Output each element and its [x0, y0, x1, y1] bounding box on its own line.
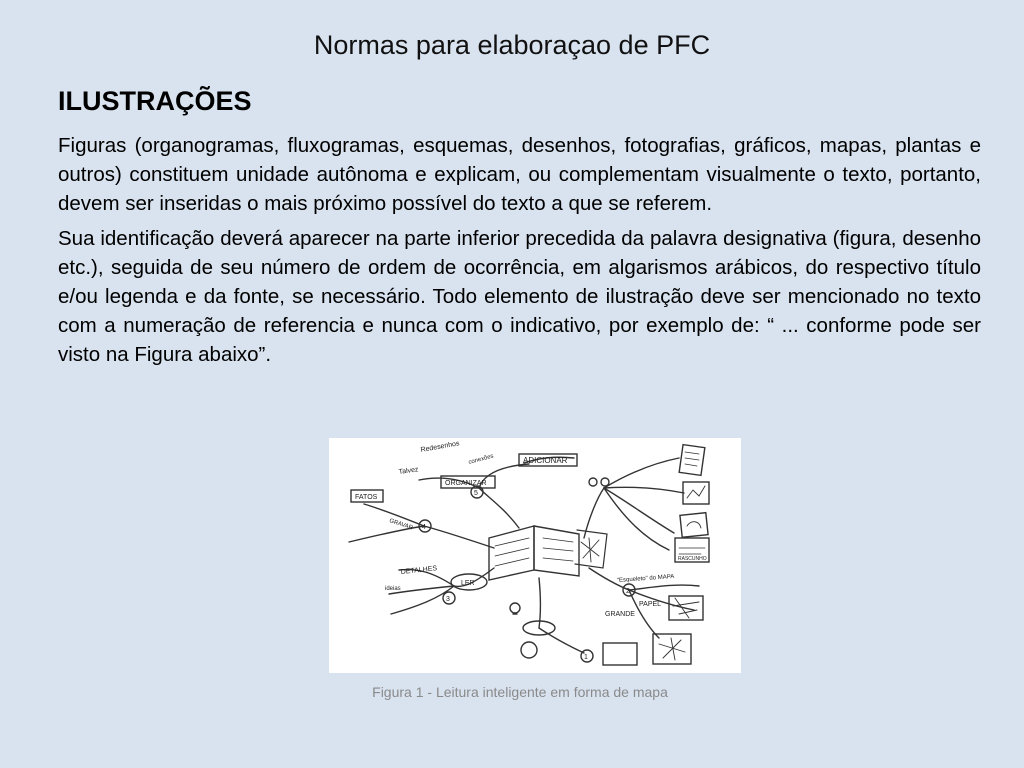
mind-map-drawing	[329, 438, 741, 673]
label-conexoes: conexões	[467, 453, 495, 466]
label-fatos: FATOS	[355, 494, 378, 501]
label-ler: LER	[461, 580, 475, 587]
slide-title: Normas para elaboraçao de PFC	[313, 30, 711, 60]
label-papel: PAPEL	[639, 601, 662, 608]
paragraph-identificacao: Sua identificação deverá aparecer na parte inferior precedida da palavra designativa (figura, desenho etc.), seguida de seu número de ordem de ocorrência, em algarismos arábicos, do respectivo título e/ou legenda e da fonte, se necessário. Todo elemento de ilustração deve ser mencionado no texto com a numeração de referencia e nunca com o indicativo, por exemplo de: “ ... conforme pode ser visto na Figura abaixo”.	[58, 226, 981, 367]
label-organizar: ORGANIZAR	[445, 480, 487, 487]
node-number-2: 2	[626, 588, 630, 595]
mind-map-figure	[329, 438, 741, 673]
section-heading: ILUSTRAÇÕES	[58, 86, 252, 116]
node-number-3: 3	[446, 596, 450, 603]
label-detalhes: DETALHES	[400, 565, 438, 576]
label-redesenhos: Redesenhos	[420, 440, 461, 454]
node-number-4: 4	[422, 524, 426, 531]
label-adicionar: ADICIONAR	[523, 456, 568, 465]
paragraph-figuras: Figuras (organogramas, fluxogramas, esquemas, desenhos, fotografias, gráficos, mapas, plantas e outros) constituem unidade autônoma e explicam, ou complementam visualmente o texto, portanto, devem ser inseridas o mais próximo possível do texto a que se referem.	[58, 134, 981, 216]
label-rascunho: RASCUNHO	[678, 556, 707, 562]
node-number-5: 5	[474, 490, 478, 497]
figure-caption: Figura 1 - Leitura inteligente em forma de mapa	[372, 684, 668, 700]
label-gravar: GRAVAR	[388, 518, 414, 532]
node-number-1: 1	[584, 654, 588, 661]
label-esqueleto: "Esqueleto" do MAPA	[616, 573, 675, 584]
label-ideias: ideias	[385, 586, 401, 592]
label-grande: GRANDE	[605, 611, 635, 618]
label-talvez: Talvez	[398, 466, 419, 476]
body-text	[58, 131, 981, 375]
book-left-page	[489, 526, 534, 580]
